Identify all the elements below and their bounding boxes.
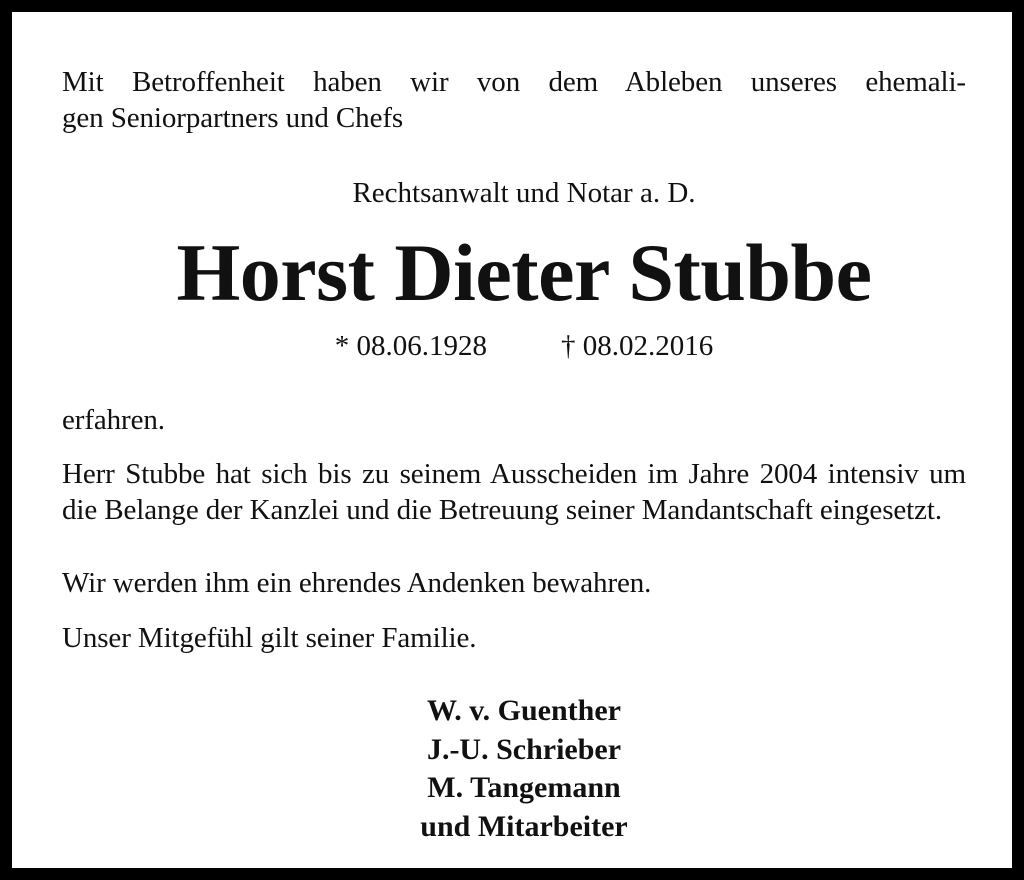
death-date: † 08.02.2016: [561, 330, 714, 362]
signatory: J.-U. Schrieber: [426, 732, 622, 766]
sympathy-paragraph: Unser Mitgefühl gilt seiner Familie.: [62, 622, 477, 654]
signatories: [24, 692, 1024, 846]
signatory: W. v. Guenther: [427, 694, 621, 727]
memory-paragraph: Wir werden ihm ein ehrendes Andenken bewahren.: [62, 567, 652, 599]
career-paragraph: Herr Stubbe hat sich bis zu seinem Ausscheiden im Jahre 2004 intensiv um die Belange der Kanzlei und die Betreuung seiner Mandantschaft eingesetzt.: [62, 458, 966, 526]
birth-date: * 08.06.1928: [334, 330, 487, 362]
professional-title: Rechtsanwalt und Notar a. D.: [352, 177, 696, 209]
deceased-name: Horst Dieter Stubbe: [176, 227, 872, 318]
life-dates: [24, 328, 1024, 364]
intro-text: [62, 64, 966, 136]
signatory: M. Tangemann: [427, 771, 621, 804]
intro-line-1: Mit Betroffenheit haben wir von dem Ableben unseres ehemali-: [62, 66, 966, 98]
signatory: und Mitarbeiter: [420, 809, 628, 843]
intro-line-2: gen Seniorpartners und Chefs: [62, 102, 404, 134]
learned-text: erfahren.: [62, 404, 165, 436]
